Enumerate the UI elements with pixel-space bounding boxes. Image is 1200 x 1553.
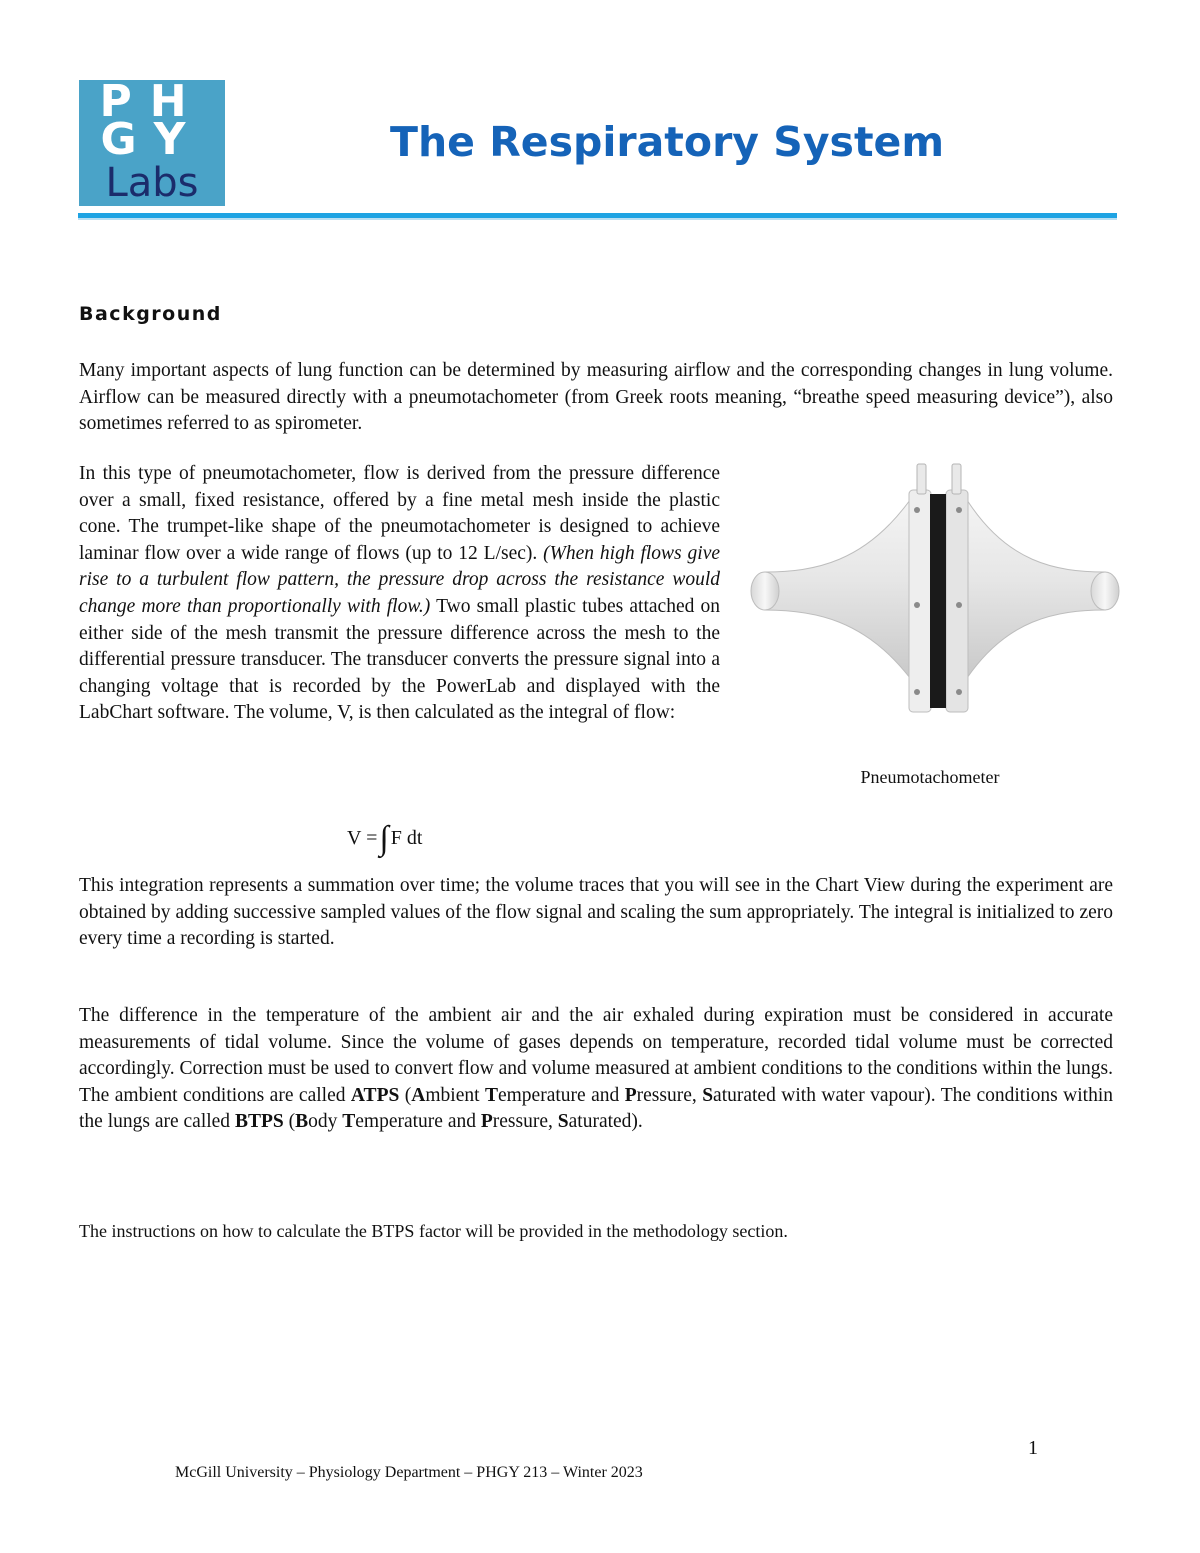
integral-symbol: ∫ xyxy=(379,820,389,857)
header-divider-shadow xyxy=(78,218,1117,220)
paragraph-intro: Many important aspects of lung function can be determined by measuring airflow and the corresponding changes in lung volume. Airflow can be measured directly with a pneumotachometer (from Greek roots meaning, “breathe speed measuring device”), also sometimes referred to as spirometer. xyxy=(79,360,1113,435)
logo-line-ph: PH xyxy=(99,76,205,127)
btps-term: BTPS xyxy=(234,1111,284,1133)
pressure-tube-right xyxy=(952,464,961,494)
screw xyxy=(956,602,962,608)
screw xyxy=(914,507,920,513)
left-cone xyxy=(765,500,910,678)
paragraph-text: In this type of pneumotachometer, flow is derived from the pressure difference over a small, fixed resistance, offered by a fine metal mesh inside the plastic cone. The trumpet-like shape of the pneumotachometer is designed to achieve laminar flow over a wide range of flows (up to 12 L/sec). xyxy=(79,463,720,564)
paragraph-text: ressure, xyxy=(492,1111,558,1133)
bold-letter: P xyxy=(480,1111,493,1133)
paragraph-text: ( xyxy=(399,1084,412,1106)
paragraph-text: mbient xyxy=(425,1084,485,1106)
screw xyxy=(956,689,962,695)
bold-letter: S xyxy=(557,1111,569,1133)
right-cone xyxy=(967,500,1105,678)
paragraph-text: The difference in the temperature of the ambient air and the air exhaled during expiration must be considered in accurate measurements of tidal volume. Since the volume of gases depends on temperature, recorded tidal volume must be corrected accordingly. Correction must be used to convert flow and volume measured at ambient conditions to the conditions within the lungs. The ambient conditions are called xyxy=(79,1005,1113,1106)
right-flange xyxy=(946,490,968,712)
page-footer: McGill University – Physiology Department – PHGY 213 – Winter 2023 xyxy=(175,1464,643,1481)
paragraph-text: ressure, xyxy=(636,1084,703,1106)
bold-letter: S xyxy=(702,1084,714,1106)
paragraph-text: ( xyxy=(283,1111,296,1133)
paragraph-pneumotachometer xyxy=(79,461,720,727)
paragraph-text: emperature and xyxy=(355,1111,481,1133)
atps-term: ATPS xyxy=(350,1084,400,1106)
pressure-tube-left xyxy=(917,464,926,494)
phgy-labs-logo xyxy=(79,76,225,206)
page-title: The Respiratory System xyxy=(390,118,945,166)
paragraph-text: emperature and xyxy=(497,1084,625,1106)
paragraph-btps xyxy=(79,1003,1113,1136)
paragraph-text: aturated with water vapour). The conditions within the lungs are called xyxy=(79,1084,1113,1133)
screw xyxy=(956,507,962,513)
section-heading: Background xyxy=(79,303,222,325)
figure-caption: Pneumotachometer xyxy=(860,767,1000,787)
volume-integral-formula xyxy=(347,818,422,859)
page-number: 1 xyxy=(1028,1437,1038,1459)
paragraph-italic-note: (When high flows give rise to a turbulent flow pattern, the pressure drop across the resistance would change more than proportionally with flow.) xyxy=(79,542,720,617)
bold-letter: P xyxy=(624,1084,637,1106)
bold-letter: T xyxy=(342,1111,356,1133)
paragraph-text: ody xyxy=(308,1111,343,1133)
logo-line-gy: GY xyxy=(100,114,204,165)
left-flange xyxy=(909,490,931,712)
bold-letter: B xyxy=(295,1111,309,1133)
bold-letter: A xyxy=(411,1084,426,1106)
pneumotachometer-image xyxy=(745,460,1125,720)
bold-letter: T xyxy=(484,1084,498,1106)
paragraph-text: aturated). xyxy=(568,1111,643,1133)
paragraph-instructions: The instructions on how to calculate the BTPS factor will be provided in the methodology section. xyxy=(79,1221,788,1241)
left-opening xyxy=(751,572,779,610)
right-opening xyxy=(1091,572,1119,610)
formula-rhs: F dt xyxy=(390,827,423,849)
formula-lhs: V = xyxy=(347,827,378,849)
logo-line-labs: Labs xyxy=(105,160,199,206)
paragraph-text: Two small plastic tubes attached on either side of the mesh transmit the pressure difference across the mesh to the differential pressure transducer. The transducer converts the pressure signal into a changing voltage that is recorded by the PowerLab and displayed with the LabChart software. The volume, V, is then calculated as the integral of flow: xyxy=(79,595,721,724)
paragraph-integration: This integration represents a summation over time; the volume traces that you will see in the Chart View during the experiment are obtained by adding successive sampled values of the flow signal and scaling the sum appropriately. The integral is initialized to zero every time a recording is started. xyxy=(79,875,1113,950)
mesh-gasket xyxy=(930,494,946,708)
screw xyxy=(914,689,920,695)
screw xyxy=(914,602,920,608)
